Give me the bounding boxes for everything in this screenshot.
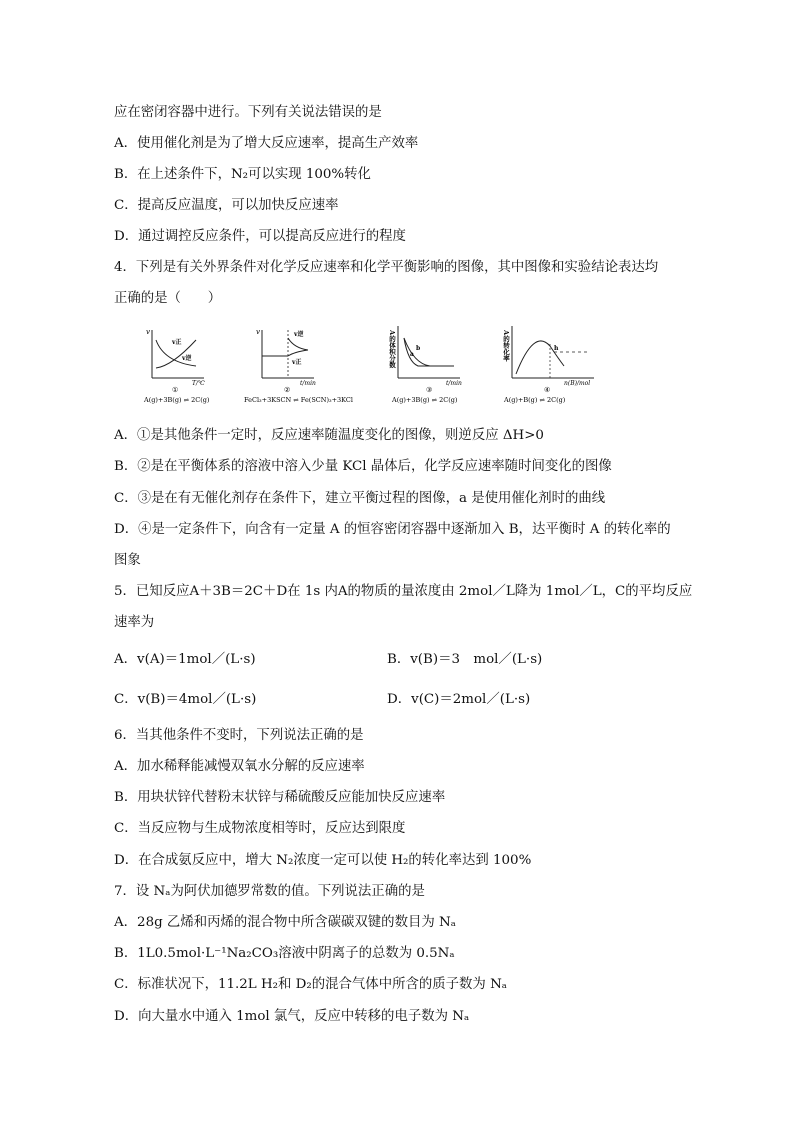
svg-text:h: h	[554, 345, 559, 352]
q5-option-d: D．v(C)＝2mol／(L·s)	[387, 692, 531, 707]
figure-2	[244, 322, 394, 408]
q5-option-c: C．v(B)＝4mol／(L·s)	[114, 692, 257, 707]
fig3-x-label: t/min	[446, 380, 462, 387]
q7-option-a: A．28g 乙烯和丙烯的混合物中所含碳碳双键的数目为 Nₐ	[114, 915, 456, 930]
q5-stem-line1: 5．已知反应A＋3B＝2C＋D在 1s 内A的物质的量浓度由 2mol／L降为 1mol／L，C的平均反应	[114, 584, 693, 599]
q5-option-a: A．v(A)＝1mol／(L·s)	[114, 652, 256, 667]
figure-3	[390, 322, 510, 408]
fig3-number: ③	[426, 386, 433, 394]
fig1-reaction: A(g)+3B(g) ⇌ 2C(g)	[144, 396, 210, 404]
figure-4	[504, 322, 644, 408]
fig4-y-label: A的转化率	[502, 330, 510, 362]
q7-option-c: C．标准状况下，11.2L H₂和 D₂的混合气体中所含的质子数为 Nₐ	[114, 977, 507, 992]
q6-stem: 6．当其他条件不变时，下列说法正确的是	[114, 728, 364, 743]
q4-option-d: D．④是一定条件下，向含有一定量 A 的恒容密闭容器中逐渐加入 B，达平衡时 A 的转化率的	[114, 522, 671, 537]
q4-option-c: C．③是在有无催化剂存在条件下，建立平衡过程的图像，a 是使用催化剂时的曲线	[114, 491, 606, 506]
fig4-reaction: A(g)+B(g) ⇌ 2C(g)	[504, 396, 566, 404]
q3-option-b: B．在上述条件下，N₂可以实现 100%转化	[114, 167, 371, 182]
q5-stem-line2: 速率为	[114, 615, 155, 630]
q3-stem-tail: 应在密闭容器中进行。下列有关说法错误的是	[114, 105, 382, 120]
fig3-y-label: A的体积分数	[388, 330, 396, 368]
q6-option-a: A．加水稀释能减慢双氧水分解的反应速率	[114, 759, 365, 774]
fig1-y-label: v	[146, 328, 150, 336]
q4-figures	[144, 322, 704, 408]
q4-option-b: B．②是在平衡体系的溶液中溶入少量 KCl 晶体后，化学反应速率随时间变化的图像	[114, 459, 612, 474]
q4-stem-line2: 正确的是（ ）	[114, 291, 222, 306]
q3-option-a: A．使用催化剂是为了增大反应速率，提高生产效率	[114, 136, 419, 151]
fig2-y-label: v	[256, 328, 260, 336]
fig3-curve-label-2: b	[416, 345, 421, 352]
q4-option-a: A．①是其他条件一定时，反应速率随温度变化的图像，则逆反应 ΔH>0	[114, 428, 544, 443]
q5-option-b: B．v(B)＝3 mol／(L·s)	[387, 652, 543, 667]
fig2-curve-label-1: v逆	[294, 331, 304, 338]
q3-option-d: D．通过调控反应条件，可以提高反应进行的程度	[114, 229, 406, 244]
fig2-x-label: t/min	[300, 380, 316, 387]
q6-option-c: C．当反应物与生成物浓度相等时，反应达到限度	[114, 821, 406, 836]
fig2-reaction: FeCl₃+3KSCN ⇌ Fe(SCN)₃+3KCl	[244, 396, 353, 404]
fig1-x-label: T/℃	[192, 380, 205, 387]
fig2-number: ②	[284, 386, 291, 394]
q3-option-c: C．提高反应温度，可以加快反应速率	[114, 198, 339, 213]
fig1-number: ①	[172, 386, 179, 394]
fig4-x-label: n(B)/mol	[564, 380, 591, 387]
fig2-curve-label-2: v正	[292, 359, 302, 366]
q7-stem: 7．设 Nₐ为阿伏加德罗常数的值。下列说法正确的是	[114, 884, 425, 899]
fig1-curve-label-1: v正	[172, 339, 182, 346]
q7-option-b: B．1L0.5mol·L⁻¹Na₂CO₃溶液中阴离子的总数为 0.5Nₐ	[114, 946, 455, 961]
fig3-reaction: A(g)+3B(g) ⇌ 2C(g)	[392, 396, 458, 404]
q4-option-d-cont: 图象	[114, 553, 141, 568]
fig3-curve-label-1: a	[410, 351, 414, 358]
q6-option-b: B．用块状锌代替粉末状锌与稀硫酸反应能加快反应速率	[114, 790, 446, 805]
q4-stem-line1: 4．下列是有关外界条件对化学反应速率和化学平衡影响的图像，其中图像和实验结论表达均	[114, 260, 659, 275]
q7-option-d: D．向大量水中通入 1mol 氯气，反应中转移的电子数为 Nₐ	[114, 1009, 470, 1024]
fig1-curve-label-2: v逆	[182, 355, 192, 362]
q6-option-d: D．在合成氨反应中，增大 N₂浓度一定可以使 H₂的转化率达到 100%	[114, 853, 532, 868]
fig4-number: ④	[544, 386, 551, 394]
